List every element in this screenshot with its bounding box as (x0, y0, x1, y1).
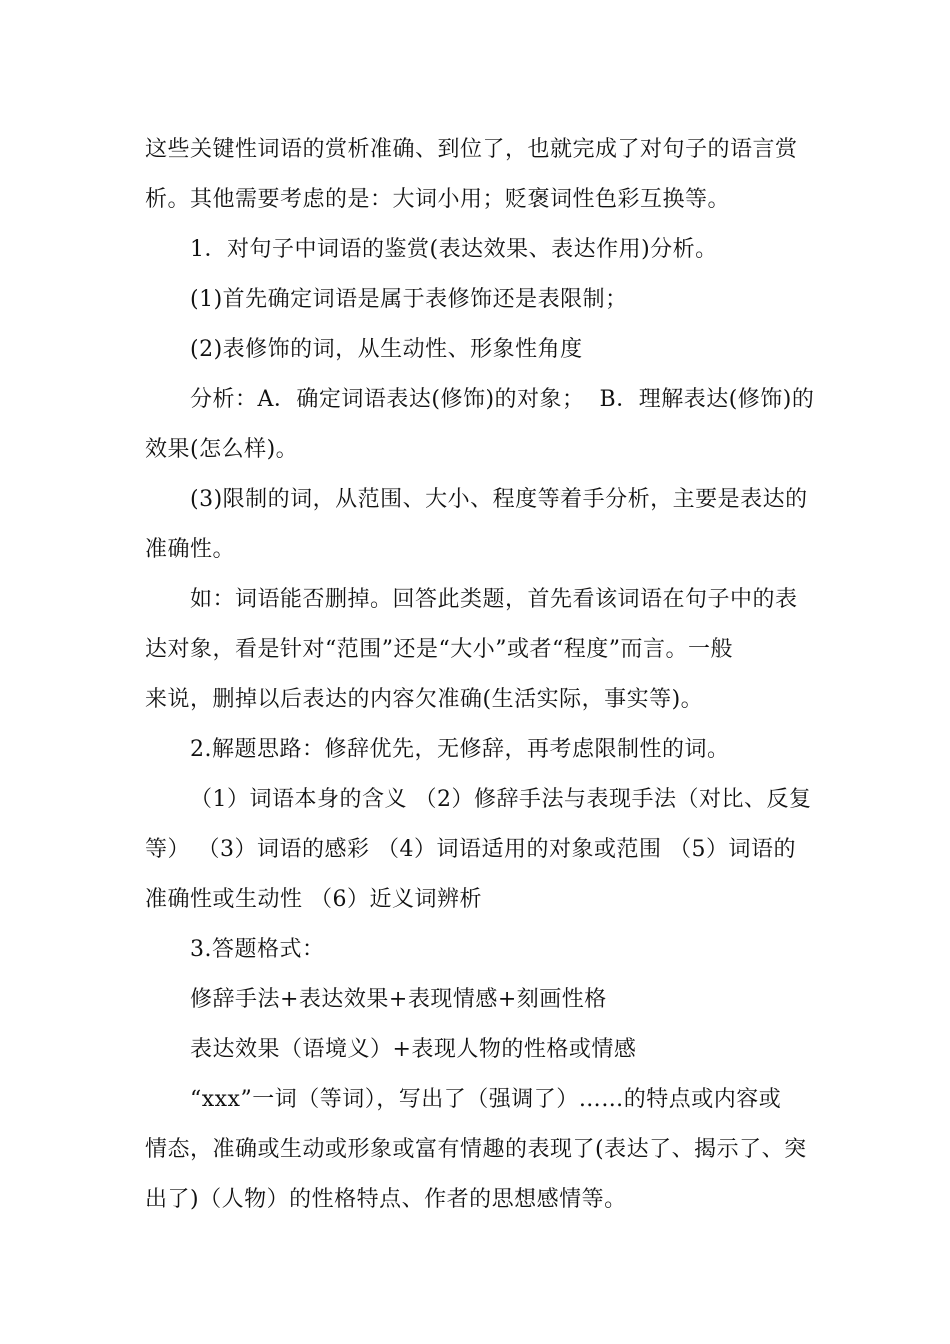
example-line-2: 达对象，看是针对“范围”还是“大小”或者“程度”而言。一般 (145, 637, 733, 662)
format-template-line-1: “xxx”一词（等词），写出了（强调了）……的特点或内容或 (190, 1087, 782, 1112)
paragraph-line-1: 这些关键性词语的赏析准确、到位了，也就完成了对句子的语言赏 (145, 137, 798, 162)
item-1-sub-2: (2)表修饰的词，从生动性、形象性角度 (190, 337, 583, 362)
format-template-line-3: 出了)（人物）的性格特点、作者的思想感情等。 (145, 1187, 627, 1212)
analysis-line-1: 分析：A．确定词语表达(修饰)的对象； B．理解表达(修饰)的 (190, 387, 815, 412)
item-2-heading: 2.解题思路：修辞优先，无修辞，再考虑限制性的词。 (190, 737, 730, 762)
item-1-sub-1: (1)首先确定词语是属于表修饰还是表限制； (190, 287, 628, 312)
item-1-sub-3-line-2: 准确性。 (145, 537, 236, 562)
example-line-1: 如：词语能否删掉。回答此类题，首先看该词语在句子中的表 (190, 587, 798, 612)
format-line-2: 表达效果（语境义）+表现人物的性格或情感 (190, 1037, 637, 1062)
format-line-1: 修辞手法+表达效果+表现情感+刻画性格 (190, 987, 607, 1012)
item-3-heading: 3.答题格式： (190, 937, 325, 962)
paragraph-line-2: 析。其他需要考虑的是：大词小用；贬褒词性色彩互换等。 (145, 187, 731, 212)
analysis-line-2: 效果(怎么样)。 (145, 437, 299, 462)
item-1-heading: 1．对句子中词语的鉴赏(表达效果、表达作用)分析。 (190, 237, 718, 262)
item-2-list-line-1: （1）词语本身的含义 （2）修辞手法与表现手法（对比、反复 (190, 787, 812, 812)
format-template-line-2: 情态，准确或生动或形象或富有情趣的表现了(表达了、揭示了、突 (145, 1137, 807, 1162)
item-2-list-line-3: 准确性或生动性 （6）近义词辨析 (145, 887, 482, 912)
example-line-3: 来说，删掉以后表达的内容欠准确(生活实际，事实等)。 (145, 687, 704, 712)
item-2-list-line-2: 等） （3）词语的感彩 （4）词语适用的对象或范围 （5）词语的 (145, 837, 796, 862)
item-1-sub-3-line-1: (3)限制的词，从范围、大小、程度等着手分析，主要是表达的 (190, 487, 808, 512)
